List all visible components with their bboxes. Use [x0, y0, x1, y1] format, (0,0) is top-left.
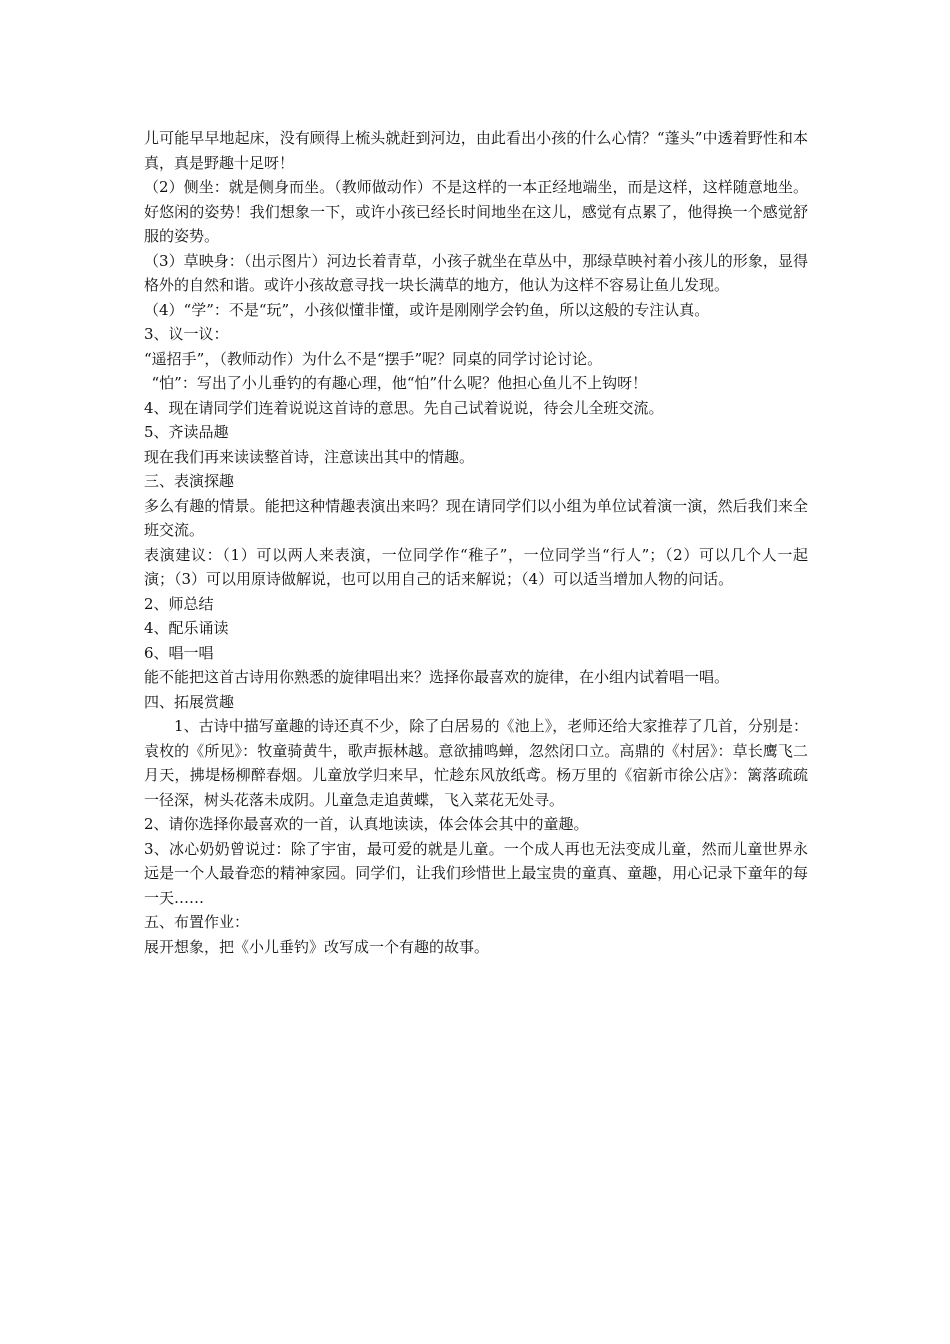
heading-read-together: 5、齐读品趣 — [144, 423, 229, 441]
paragraph-read-poem: 现在我们再来读读整首诗，注意读出其中的情趣。 — [144, 447, 475, 466]
paragraph-continuation: 儿可能早早地起床，没有顾得上梳头就赶到河边，由此看出小孩的什么心情？“蓬头”中透着野性和本真，真是野趣十足呀！ — [144, 129, 808, 172]
document-body — [144, 126, 808, 959]
paragraph-perform: 多么有趣的情景。能把这种情趣表演出来吗？现在请同学们以小组为单位试着演一演，然后我们来全班交流。 — [144, 496, 808, 539]
heading-music-recite: 4、配乐诵读 — [144, 619, 229, 637]
paragraph-wave-hand: “遥招手”，（教师动作）为什么不是“摆手”呢？同桌的同学讨论讨论。 — [144, 349, 603, 368]
paragraph-choose: 2、请你选择你最喜欢的一首，认真地读读，体会体会其中的童趣。 — [144, 815, 589, 833]
heading-section-four: 四、拓展赏趣 — [144, 692, 235, 711]
paragraph-afraid: “怕”：写出了小儿垂钓的有趣心理，他“怕”什么呢？他担心鱼儿不上钩呀！ — [151, 374, 648, 392]
paragraph-perform-tips: 表演建议：（1）可以两人来表演，一位同学作“稚子”，一位同学当“行人”；（2）可以几个人一起演；（3）可以用原诗做解说，也可以用自己的话来解说；（4）可以适当增加人物的问话。 — [144, 545, 808, 588]
paragraph-meaning: 4、现在请同学们连着说说这首诗的意思。先自己试着说说，待会儿全班交流。 — [144, 398, 664, 417]
paragraph-sing: 能不能把这首古诗用你熟悉的旋律唱出来？选择你最喜欢的旋律，在小组内试着唱一唱。 — [144, 668, 730, 686]
paragraph-learn: （4）“学”：不是“玩”，小孩似懂非懂，或许是刚刚学会钓鱼，所以这般的专注认真。 — [144, 300, 710, 319]
heading-teacher-summary: 2、师总结 — [144, 594, 214, 613]
paragraph-side-sitting: （2）侧坐：就是侧身而坐。（教师做动作）不是这样的一本正经地端坐，而是这样，这样随意地坐。好悠闲的姿势！我们想象一下，或许小孩已经长时间地坐在这儿，感觉有点累了，他得换一个感觉舒服的姿势。 — [144, 178, 808, 245]
paragraph-grass: （3）草映身：（出示图片）河边长着青草，小孩子就坐在草丛中，那绿草映衬着小孩儿的形象，显得格外的自然和谐。或许小孩故意寻找一块长满草的地方，他认为这样不容易让鱼儿发现。 — [144, 251, 808, 294]
paragraph-bingxin: 3、冰心奶奶曾说过：除了宇宙，最可爱的就是儿童。一个成人再也无法变成儿童，然而儿童世界永远是一个人最眷恋的精神家园。同学们，让我们珍惜世上最宝贵的童真、童趣，用心记录下童年的每一天…… — [144, 839, 808, 907]
heading-discuss: 3、议一议： — [144, 325, 229, 343]
heading-section-three: 三、表演探趣 — [144, 472, 235, 490]
heading-sing: 6、唱一唱 — [144, 643, 214, 662]
paragraph-poems: 1、古诗中描写童趣的诗还真不少，除了白居易的《池上》，老师还给大家推荐了几首，分别是：袁枚的《所见》：牧童骑黄牛，歌声振林越。意欲捕鸣蝉，忽然闭口立。高鼎的《村居》：草长鹰飞二月天，拂堤杨柳醉春烟。儿童放学归来早，忙趁东风放纸鸢。杨万里的《宿新市徐公店》：篱落疏疏一径深，树头花落未成阴。儿童急走追黄蝶，飞入菜花无处寻。 — [144, 717, 808, 809]
heading-section-five: 五、布置作业： — [144, 913, 250, 931]
paragraph-homework: 展开想象，把《小儿垂钓》改写成一个有趣的故事。 — [144, 937, 490, 956]
